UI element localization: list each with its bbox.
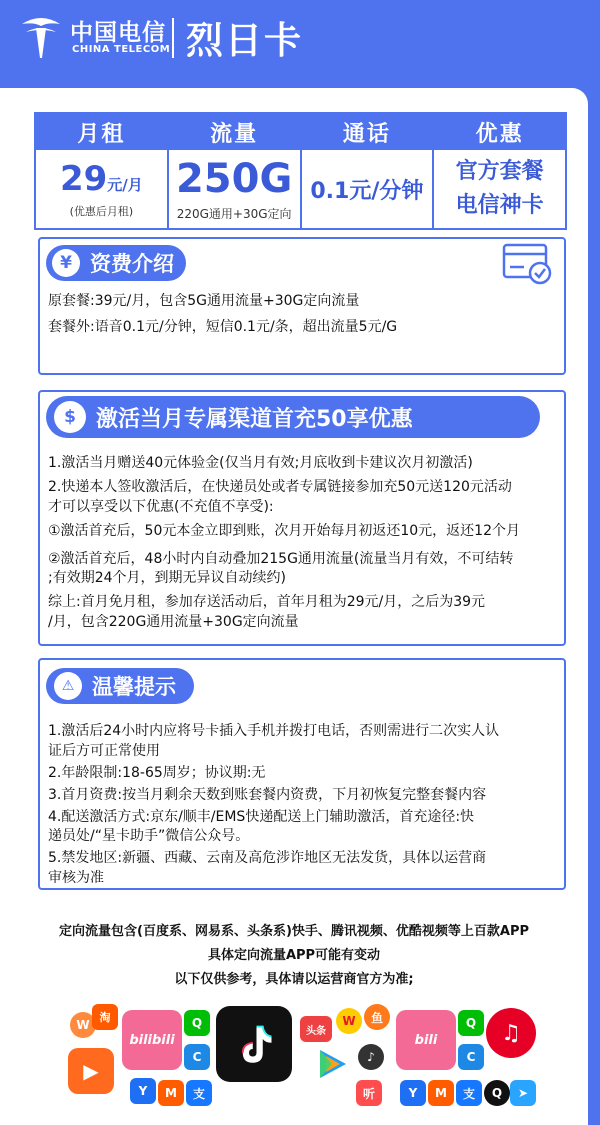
weibo-icon: W [336, 1008, 362, 1034]
activation-section [38, 390, 566, 646]
iqiyi-icon: Q [184, 1010, 210, 1036]
tiktok-note-icon [229, 1019, 279, 1069]
cctv-icon-2: C [458, 1044, 484, 1070]
toutiao-icon [300, 1016, 332, 1042]
tencent-video-play-icon [312, 1044, 352, 1084]
netease-music-icon: ♫ [486, 1008, 536, 1058]
activation-line: ②激活首充后，48小时内自动叠加215G通用流量(流量当月有效，不可结转 [48, 550, 514, 567]
warning-icon: ⚠ [54, 672, 82, 700]
tips-title: 温馨提示 [92, 675, 176, 699]
youku-icon-2: Y [400, 1080, 426, 1106]
price-col-promo [434, 114, 565, 228]
iqiyi-icon-2: Q [458, 1010, 484, 1036]
card-title: 烈日卡 [186, 19, 303, 62]
activation-line: /月，包含220G通用流量+30G定向流量 [48, 613, 299, 630]
toutiao-label: 头条 [306, 1025, 326, 1037]
bilibili-label: bilibili [129, 1032, 175, 1048]
header-divider [172, 18, 174, 58]
tariff-title: 资费介绍 [90, 252, 174, 276]
tariff-section [38, 237, 566, 375]
footer-line-3: 以下仅供参考，具体请以运营商官方为准; [174, 972, 414, 987]
promo-line-1: 官方套餐 [455, 159, 544, 184]
call-value: 0.1元/分钟 [310, 178, 424, 204]
tips-lines [48, 722, 564, 888]
ting-label: 听 [362, 1086, 375, 1101]
price-col-rent [36, 114, 169, 228]
tip-line: 2.年龄限制:18-65周岁；协议期:无 [48, 764, 266, 781]
header [0, 0, 600, 82]
rent-number: 29 [59, 159, 108, 199]
tip-line: 证后方可正常使用 [48, 742, 160, 759]
promo-line-2: 电信神卡 [455, 193, 544, 218]
activation-line: 1.激活当月赠送40元体验金(仅当月有效;月底收到卡建议次月初激活) [48, 455, 473, 471]
china-telecom-logo-icon [18, 14, 64, 60]
price-col-data [169, 114, 302, 228]
price-col-call [302, 114, 435, 228]
music-disc-icon: ♪ [358, 1044, 384, 1070]
price-table [34, 112, 567, 230]
qq-icon: Q [484, 1080, 510, 1106]
tips-title-pill [46, 668, 194, 704]
kuaishou-icon: ▶ [68, 1048, 114, 1094]
ting-icon [356, 1080, 382, 1106]
activation-lines [48, 454, 564, 632]
tip-line: 1.激活后24小时内应将号卡插入手机并拨打电话，否则需进行二次实人认 [48, 723, 500, 739]
data-value: 250G [175, 155, 293, 202]
tip-line: 审核为准 [48, 869, 104, 886]
rent-header: 月租 [36, 114, 167, 150]
paper-plane-icon: ➤ [510, 1080, 536, 1106]
alipay-icon: 支 [186, 1080, 212, 1106]
activation-line: ①激活首充后，50元本金立即到账，次月开始每月初返还10元，返还12个月 [48, 522, 520, 539]
tip-line: 5.禁发地区:新疆、西藏、云南及高危涉诈地区无法发货，具体以运营商 [48, 850, 487, 866]
douyu-icon: 鱼 [364, 1004, 390, 1030]
activation-line: 才可以享受以下优惠(不充值不享受): [48, 498, 274, 515]
app-icon-collage [66, 1000, 536, 1112]
tip-line: 3.首月资费:按当月剩余天数到账套餐内资费，下月初恢复完整套餐内容 [48, 786, 487, 803]
youku-icon: Y [130, 1078, 156, 1104]
mgtv-icon-2: M [428, 1080, 454, 1106]
weibo-small-icon: W [70, 1012, 96, 1038]
tariff-line-2: 套餐外:语音0.1元/分钟，短信0.1元/条，超出流量5元/G [48, 319, 398, 335]
footer-line-2: 具体定向流量APP可能有变动 [207, 948, 381, 963]
mgtv-icon: M [158, 1080, 184, 1106]
data-note: 220G通用+30G定向 [176, 206, 292, 221]
logo-chinese-text: 中国电信 [70, 20, 166, 46]
tariff-line-1: 原套餐:39元/月，包含5G通用流量+30G定向流量 [48, 293, 360, 309]
taobao-icon: 淘 [92, 1004, 118, 1030]
activation-title-pill [46, 396, 540, 438]
data-header: 流量 [169, 114, 300, 150]
tariff-title-pill [46, 245, 186, 281]
logo-english-text: CHINA TELECOM [72, 44, 171, 55]
bilibili-icon-2: bili [396, 1010, 456, 1070]
yen-icon: ¥ [52, 249, 80, 277]
activation-line: ;有效期24个月，到期无异议自动续约) [48, 570, 286, 586]
dollar-refresh-icon: $ [54, 401, 86, 433]
rent-unit: 元/月 [107, 176, 143, 194]
activation-line: 2.快递本人签收激活后，在快递员处或者专属链接参加充50元送120元活动 [48, 479, 512, 495]
tencent-video-icon [310, 1042, 354, 1086]
bilibili-icon [122, 1010, 182, 1070]
activation-line: 综上:首月免月租，参加存送活动后，首年月租为29元/月，之后为39元 [48, 594, 486, 610]
rent-note: (优惠后月租) [69, 205, 134, 218]
cctv-icon: C [184, 1044, 210, 1070]
tip-line: 递员处/“星卡助手”微信公众号。 [48, 828, 250, 844]
tip-line: 4.配送激活方式:京东/顺丰/EMS快递配送上门辅助激活，首充途径:快 [48, 808, 475, 825]
tips-section [38, 658, 566, 890]
tiktok-icon [216, 1006, 292, 1082]
promo-header: 优惠 [434, 114, 565, 150]
rent-value [60, 159, 143, 199]
call-header: 通话 [302, 114, 433, 150]
alipay-icon-2: 支 [456, 1080, 482, 1106]
footer-line-1: 定向流量包含(百度系、网易系、头条系)快手、腾讯视频、优酷视频等上百款APP [59, 924, 529, 939]
activation-title: 激活当月专属渠道首充50享优惠 [96, 406, 413, 432]
billing-card-icon [502, 243, 554, 285]
